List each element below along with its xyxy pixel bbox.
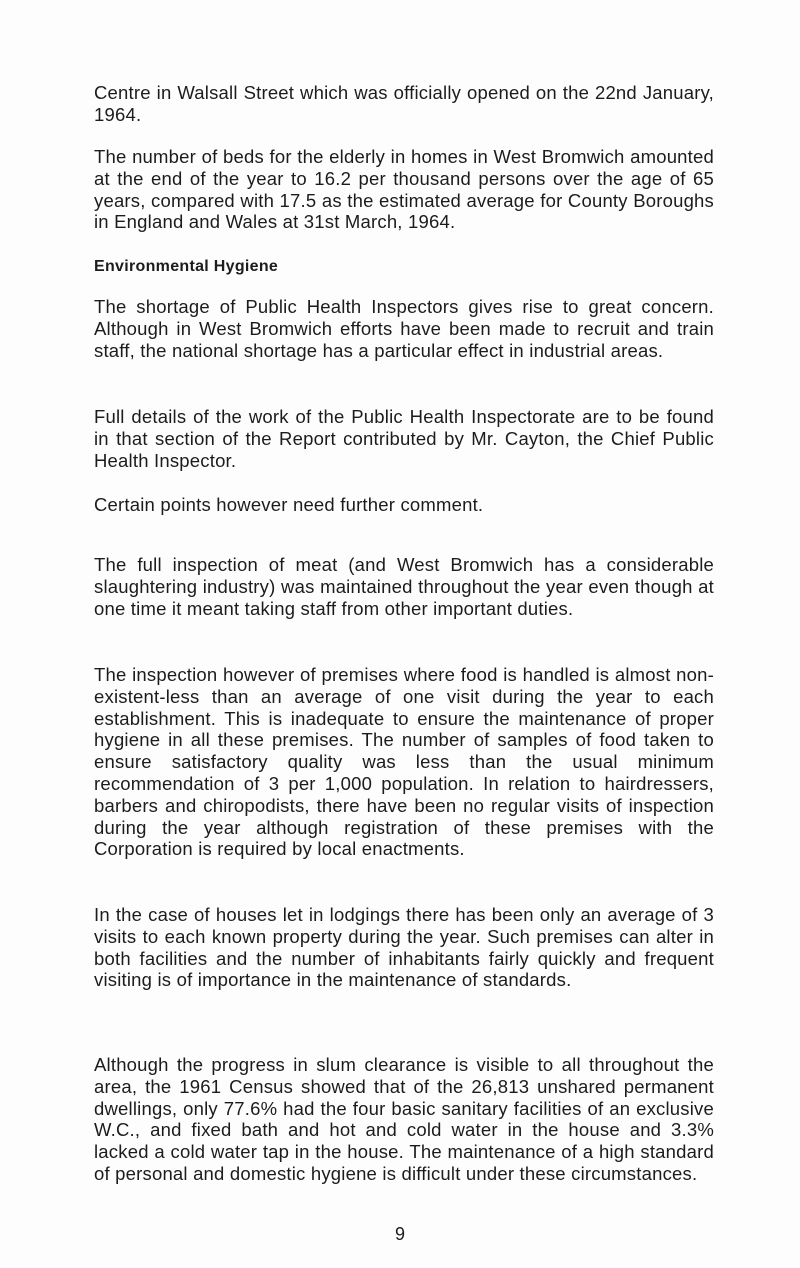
paragraph-further-comment: Certain points however need further comment.	[94, 494, 484, 515]
paragraph-slum-clearance: Although the progress in slum clearance is visible to all throughout the area, the 1961 Census showed that of the 26,813 unshared permanent dwellings, only 77.6% had the four basic sanitary facilities of an exclusive W.C., and fixed bath and hot and cold water in the house and 3.3% lacked a cold water tap in the house. The maintenance of a high standard of personal and domestic hygiene is difficult under these circumstances.	[94, 1054, 714, 1184]
paragraph-meat-inspection: The full inspection of meat (and West Bromwich has a considerable slaughtering industry) was maintained throughout the year even though at one time it meant taking staff from other important duties.	[94, 554, 714, 619]
paragraph-inspectorate-details: Full details of the work of the Public Health Inspectorate are to be found in that section of the Report contributed by Mr. Cayton, the Chief Public Health Inspector.	[94, 406, 714, 471]
paragraph-inspector-shortage: The shortage of Public Health Inspectors gives rise to great concern. Although in West Bromwich efforts have been made to recruit and train staff, the national shortage has a particular effect in industrial areas.	[94, 296, 714, 361]
paragraph-food-premises: The inspection however of premises where food is handled is almost non-existent-less than an average of one visit during the year to each establishment. This is inadequate to ensure the maintenance of proper hygiene in all these premises. The number of samples of food taken to ensure satisfactory quality was less than the usual minimum recommendation of 3 per 1,000 population. In relation to hairdressers, barbers and chiropodists, there have been no regular visits of inspection during the year although registration of these premises with the Corporation is required by local enactments.	[94, 664, 714, 860]
paragraph-centre-opening: Centre in Walsall Street which was officially opened on the 22nd January, 1964.	[94, 82, 714, 125]
section-heading-environmental-hygiene: Environmental Hygiene	[94, 258, 279, 275]
paragraph-elderly-beds: The number of beds for the elderly in homes in West Bromwich amounted at the end of the year to 16.2 per thousand persons over the age of 65 years, compared with 17.5 as the estimated average for County Boroughs in England and Wales at 31st March, 1964.	[94, 146, 714, 233]
paragraph-lodging-houses: In the case of houses let in lodgings there has been only an average of 3 visits to each known property during the year. Such premises can alter in both facilities and the number of inhabitants fairly quickly and frequent visiting is of importance in the maintenance of standards.	[94, 904, 714, 991]
page-number: 9	[394, 1224, 405, 1244]
